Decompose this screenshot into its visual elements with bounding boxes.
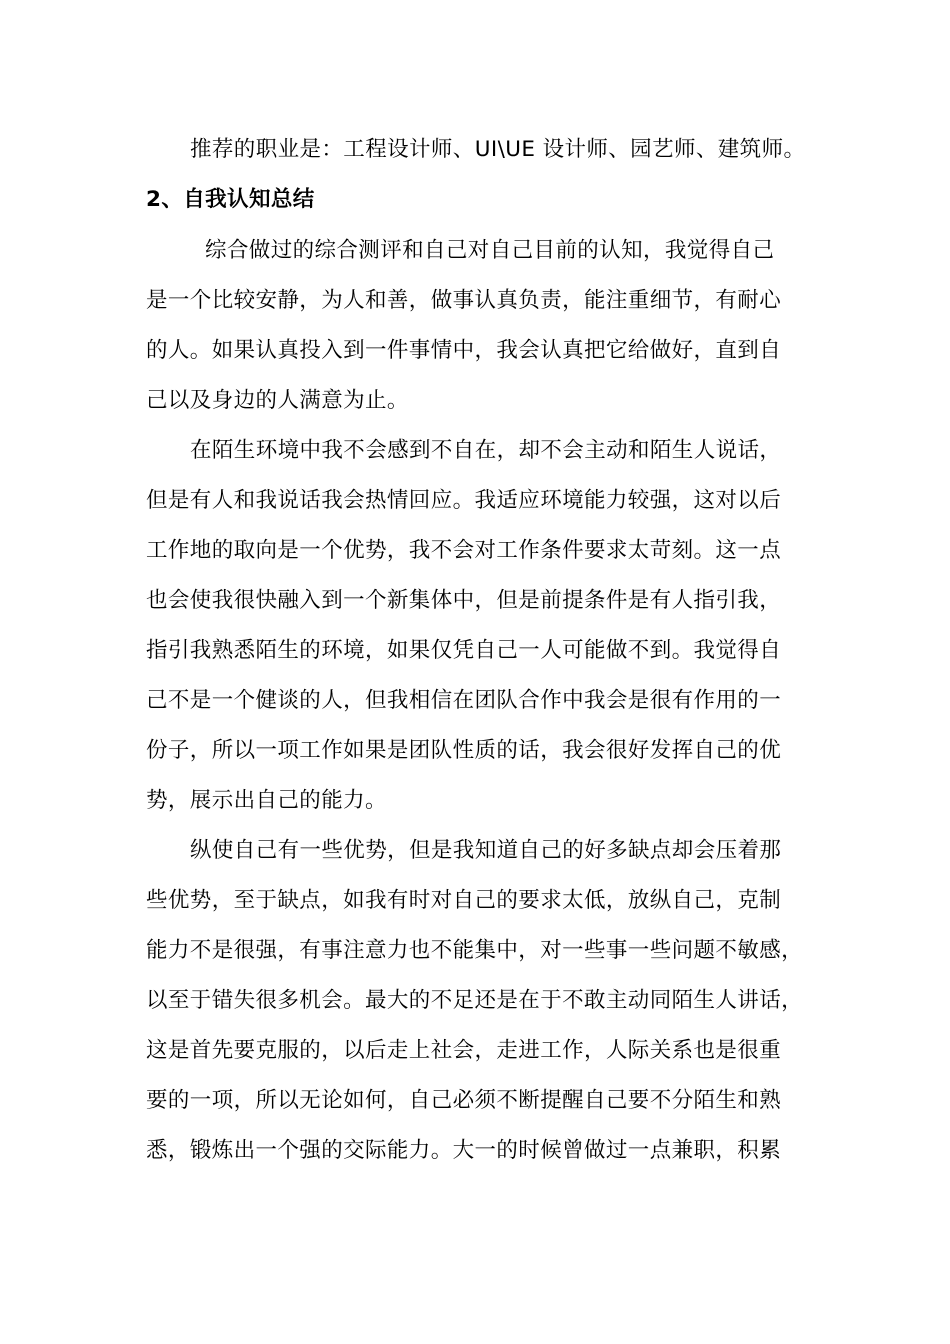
paragraph-2-line-2: 但是有人和我说话我会热情回应。我适应环境能力较强，这对以后 bbox=[146, 488, 782, 513]
paragraph-3-line-5: 这是首先要克服的，以后走上社会，走进工作，人际关系也是很重 bbox=[146, 1038, 782, 1063]
section-heading: 2、自我认知总结 bbox=[146, 187, 315, 212]
paragraph-2-line-3: 工作地的取向是一个优势，我不会对工作条件要求太苛刻。这一点 bbox=[146, 538, 782, 563]
paragraph-2-line-8: 势，展示出自己的能力。 bbox=[146, 788, 387, 813]
paragraph-3-line-6: 要的一项，所以无论如何，自己必须不断提醒自己要不分陌生和熟 bbox=[146, 1088, 782, 1113]
paragraph-3-line-1: 纵使自己有一些优势，但是我知道自己的好多缺点却会压着那 bbox=[190, 838, 782, 863]
paragraph-2-line-1: 在陌生环境中我不会感到不自在，却不会主动和陌生人说话， bbox=[190, 438, 782, 463]
paragraph-1-line-3: 的人。如果认真投入到一件事情中，我会认真把它给做好，直到自 bbox=[146, 338, 782, 363]
career-recommendation-line: 推荐的职业是：工程设计师、UI\UE 设计师、园艺师、建筑师。 bbox=[190, 137, 806, 162]
paragraph-2-line-7: 份子，所以一项工作如果是团队性质的话，我会很好发挥自己的优 bbox=[146, 738, 782, 763]
paragraph-3-line-3: 能力不是很强，有事注意力也不能集中，对一些事一些问题不敏感， bbox=[146, 938, 804, 963]
paragraph-1-line-1: 综合做过的综合测评和自己对自己目前的认知，我觉得自己 bbox=[205, 238, 775, 263]
paragraph-3-line-2: 些优势，至于缺点，如我有时对自己的要求太低，放纵自己，克制 bbox=[146, 888, 782, 913]
paragraph-1-line-4: 己以及身边的人满意为止。 bbox=[146, 388, 409, 413]
paragraph-2-line-5: 指引我熟悉陌生的环境，如果仅凭自己一人可能做不到。我觉得自 bbox=[146, 638, 782, 663]
paragraph-1-line-2: 是一个比较安静，为人和善，做事认真负责，能注重细节，有耐心 bbox=[146, 288, 782, 313]
paragraph-3-line-4: 以至于错失很多机会。最大的不足还是在于不敢主动同陌生人讲话， bbox=[146, 988, 804, 1013]
paragraph-3-line-7: 悉，锻炼出一个强的交际能力。大一的时候曾做过一点兼职，积累 bbox=[146, 1138, 782, 1163]
paragraph-2-line-6: 己不是一个健谈的人，但我相信在团队合作中我会是很有作用的一 bbox=[146, 688, 782, 713]
paragraph-2-line-4: 也会使我很快融入到一个新集体中，但是前提条件是有人指引我， bbox=[146, 588, 782, 613]
